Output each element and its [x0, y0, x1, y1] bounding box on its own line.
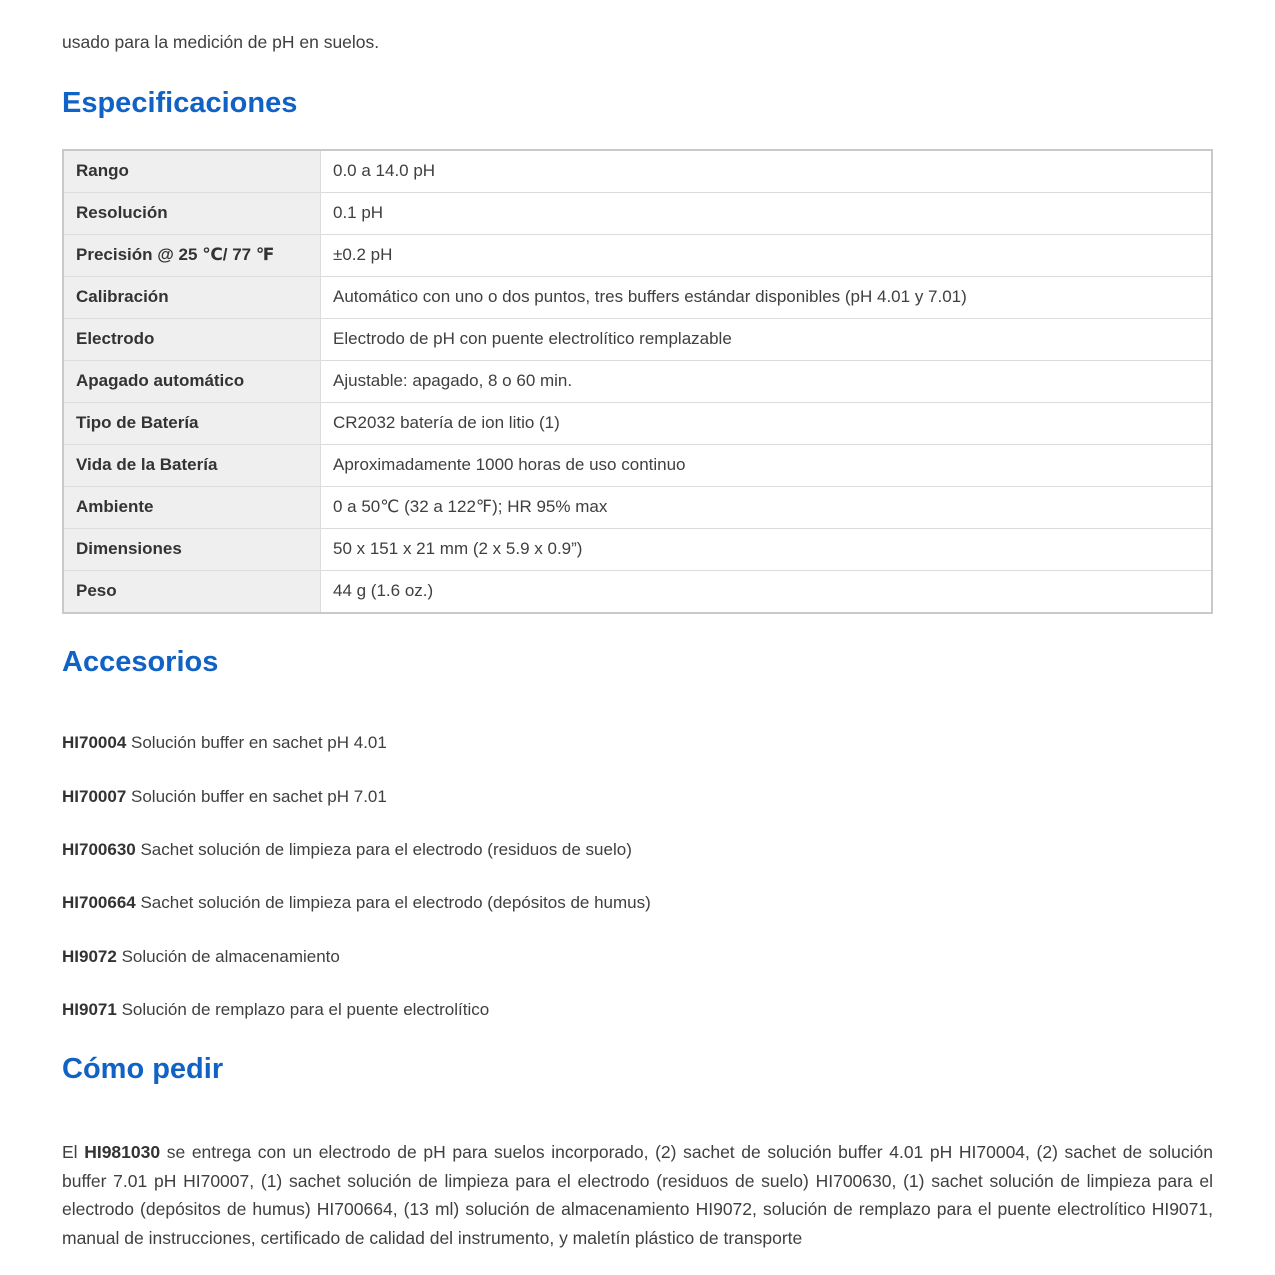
accessory-item	[62, 947, 1213, 967]
spec-label: Resolución	[63, 192, 321, 234]
spec-value: 0 a 50℃ (32 a 122℉); HR 95% max	[321, 486, 1213, 528]
accessory-code: HI9071	[62, 1000, 117, 1020]
spec-row	[63, 486, 1212, 528]
spec-value: 44 g (1.6 oz.)	[321, 570, 1213, 613]
spec-value: 50 x 151 x 21 mm (2 x 5.9 x 0.9”)	[321, 528, 1213, 570]
accessory-code: HI700664	[62, 893, 136, 913]
spec-value: 0.0 a 14.0 pH	[321, 150, 1213, 193]
ordering-prefix: El	[62, 1142, 78, 1163]
accessory-item	[62, 1000, 1213, 1020]
spec-label: Electrodo	[63, 318, 321, 360]
spec-row	[63, 234, 1212, 276]
spec-label: Vida de la Batería	[63, 444, 321, 486]
spec-label: Dimensiones	[63, 528, 321, 570]
accessory-code: HI9072	[62, 946, 117, 966]
spec-value: CR2032 batería de ion litio (1)	[321, 402, 1213, 444]
accessory-description: Solución buffer en sachet pH 7.01	[131, 786, 387, 806]
spec-label: Rango	[63, 150, 321, 193]
accessory-description: Solución de almacenamiento	[121, 946, 340, 966]
accessory-description: Sachet solución de limpieza para el electrodo (residuos de suelo)	[140, 840, 632, 860]
accessory-code: HI700630	[62, 840, 136, 860]
accessory-description: Solución de remplazo para el puente electrolítico	[121, 1000, 490, 1020]
section-heading-especificaciones: Especificaciones	[62, 87, 298, 120]
spec-row	[63, 360, 1212, 402]
spec-row	[63, 192, 1212, 234]
spec-row	[63, 402, 1212, 444]
product-code: HI981030	[84, 1142, 161, 1163]
spec-value: Electrodo de pH con puente electrolítico remplazable	[321, 318, 1213, 360]
accessory-description: Sachet solución de limpieza para el electrodo (depósitos de humus)	[140, 893, 651, 913]
ordering-paragraph	[62, 1138, 1213, 1252]
accessory-item	[62, 893, 1213, 913]
accessory-item	[62, 733, 1213, 753]
accessory-list	[62, 733, 1213, 1020]
spec-label: Ambiente	[63, 486, 321, 528]
spec-value: Automático con uno o dos puntos, tres buffers estándar disponibles (pH 4.01 y 7.01)	[321, 276, 1213, 318]
accessory-item	[62, 840, 1213, 860]
section-heading-accesorios: Accesorios	[62, 645, 219, 678]
spec-row	[63, 444, 1212, 486]
accessory-item	[62, 787, 1213, 807]
spec-value: Aproximadamente 1000 horas de uso continuo	[321, 444, 1213, 486]
spec-value: 0.1 pH	[321, 192, 1213, 234]
spec-row	[63, 318, 1212, 360]
spec-label: Peso	[63, 570, 321, 613]
spec-value: ±0.2 pH	[321, 234, 1213, 276]
intro-text: usado para la medición de pH en suelos.	[62, 32, 380, 52]
accessory-description: Solución buffer en sachet pH 4.01	[131, 733, 387, 753]
spec-row	[63, 528, 1212, 570]
spec-label: Apagado automático	[63, 360, 321, 402]
spec-row	[63, 276, 1212, 318]
spec-row	[63, 150, 1212, 193]
section-heading-como-pedir: Cómo pedir	[62, 1052, 224, 1085]
spec-label: Calibración	[63, 276, 321, 318]
spec-row	[63, 570, 1212, 613]
ordering-text: se entrega con un electrodo de pH para suelos incorporado, (2) sachet de solución buffer 4.01 pH HI70004, (2) sachet de solución buffer 7.01 pH HI70007, (1) sachet solución de limpieza para el electrodo (residuos de suelo) HI700630, (1) sachet solución de limpieza para el electrodo (depósitos de humus) HI700664, (13 ml) solución de almacenamiento HI9072, solución de remplazo para el puente electrolítico HI9071, manual de instrucciones, certificado de calidad del instrumento, y maletín plástico de transporte	[62, 1142, 1213, 1248]
spec-label: Precisión @ 25 ℃/ 77 ℉	[63, 234, 321, 276]
specifications-table	[62, 149, 1213, 614]
spec-value: Ajustable: apagado, 8 o 60 min.	[321, 360, 1213, 402]
accessory-code: HI70004	[62, 733, 127, 753]
spec-label: Tipo de Batería	[63, 402, 321, 444]
accessory-code: HI70007	[62, 786, 127, 806]
